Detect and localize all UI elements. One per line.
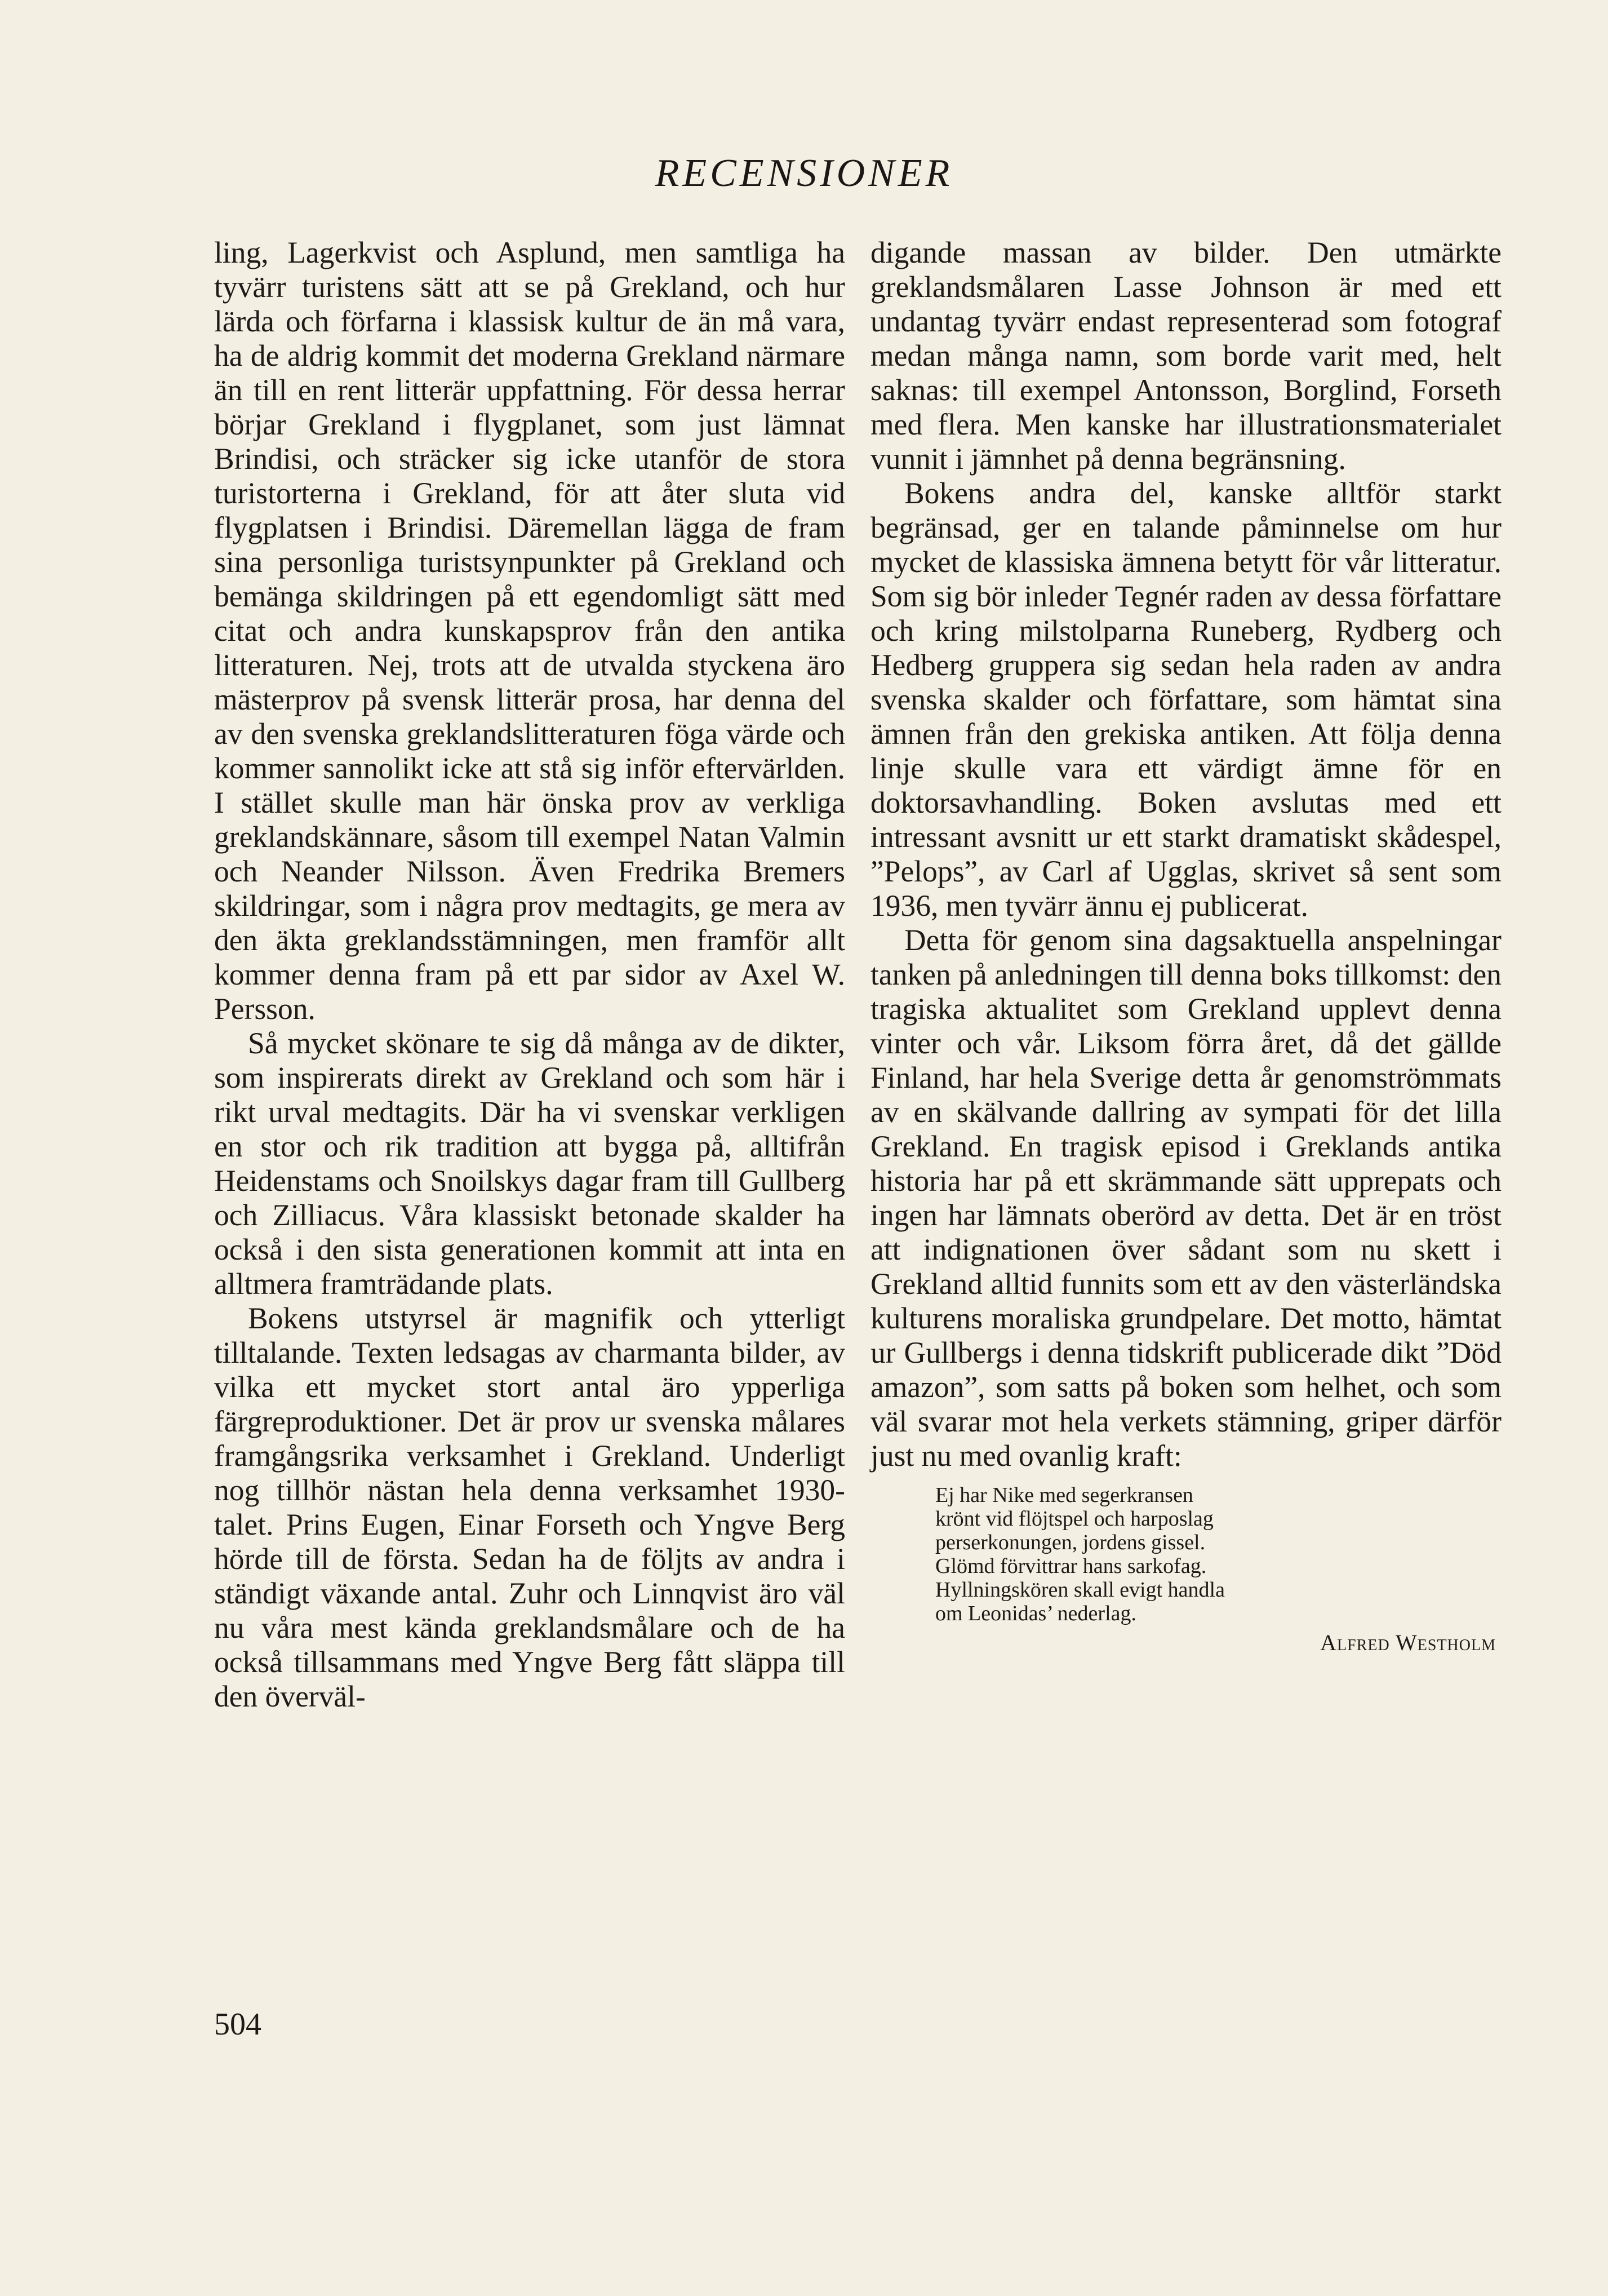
poem-line: Hyllningskören skall evigt handla [935,1578,1225,1602]
poem-line: om Leonidas’ nederlag. [935,1602,1136,1625]
paragraph: Detta för genom sina dagsaktuella anspelningar tanken på anledningen till denna boks tillkomst: den tragiska aktualitet som Grekland upplevt denna vinter och vår. Liksom förra året, då det gällde Finland, har hela Sverige detta år genomströmmats av en skälvande dallring av sympati för det lilla Grekland. En tragisk episod i Greklands antika historia har på ett skrämmande sätt upprepats och ingen har lämnats oberörd av detta. Det är en tröst att indignationen över sådant som nu skett i Grekland alltid funnits som ett av den västerländska kulturens moraliska grundpelare. Det motto, hämtat ur Gullbergs i denna tidskrift publicerade dikt ”Död amazon”, som satts på boken som helhet, och som väl svarar mot hela verkets stämning, griper därför just nu med ovanlig kraft: [870,923,1502,1473]
paragraph: ling, Lagerkvist och Asplund, men samtliga ha tyvärr turistens sätt att se på Grekland, och hur lärda och förfarna i klassisk kultur de än må vara, ha de aldrig kommit det moderna Grekland närmare än till en rent litterär uppfattning. För dessa herrar börjar Grekland i flygplanet, som just lämnat Brindisi, och sträcker sig icke utanför de stora turistorterna i Grekland, för att åter sluta vid flygplatsen i Brindisi. Däremellan lägga de fram sina personliga turistsynpunkter på Grekland och bemänga skildringen på ett egendomligt sätt med citat och andra kunskapsprov från den antika litteraturen. Nej, trots att de utvalda styckena äro mästerprov på svensk litterär prosa, har denna del av den svenska greklandslitteraturen föga värde och kommer sannolikt icke att stå sig inför eftervärlden. I stället skulle man här önska prov av verkliga greklandskännare, såsom till exempel Natan Valmin och Neander Nilsson. Även Fredrika Bremers skildringar, som i några prov medtagits, ge mera av den äkta greklandsstämningen, men framför allt kommer denna fram på ett par sidor av Axel W. Persson. [214,236,845,1026]
poem-line: Glömd förvittrar hans sarkofag. [935,1554,1207,1578]
paragraph: digande massan av bilder. Den utmärkte greklandsmålaren Lasse Johnson är med ett undantag tyvärr endast representerad som fotograf medan många namn, som borde varit med, helt saknas: till exempel Antonsson, Borglind, Forseth med flera. Men kanske har illustrationsmaterialet vunnit i jämnhet på denna begränsning. [870,236,1502,476]
page-header: RECENSIONER [655,152,953,195]
paragraph: Bokens andra del, kanske alltför starkt begränsad, ger en talande påminnelse om hur mycket de klassiska ämnena betytt för vår litteratur. Som sig bör inleder Tegnér raden av dessa författare och kring milstolparna Runeberg, Rydberg och Hedberg gruppera sig sedan hela raden av andra svenska skalder och författare, som hämtat sina ämnen från den grekiska antiken. Att följa denna linje skulle vara ett värdigt ämne för en doktorsavhandling. Boken avslutas med ett intressant avsnitt ur ett starkt dramatiskt skådespel, ”Pelops”, av Carl af Ugglas, skrivet så sent som 1936, men tyvärr ännu ej publicerat. [870,476,1502,923]
paragraph: Bokens utstyrsel är magnifik och ytterligt tilltalande. Texten ledsagas av charmanta bilder, av vilka ett mycket stort antal äro ypperliga färgreproduktioner. Det är prov ur svenska målares framgångsrika verksamhet i Grekland. Underligt nog tillhör nästan hela denna verksamhet 1930-talet. Prins Eugen, Einar Forseth och Yngve Berg hörde till de första. Sedan ha de följts av andra i ständigt växande antal. Zuhr och Linnqvist äro väl nu våra mest kända greklandsmålare och de ha också tillsammans med Yngve Berg fått släppa till den överväl- [214,1301,845,1713]
paragraph: Så mycket skönare te sig då många av de dikter, som inspirerats direkt av Grekland och som här i rikt urval medtagits. Där ha vi svenskar verkligen en stor och rik tradition att bygga på, alltifrån Heidenstams och Snoilskys dagar fram till Gullberg och Zilliacus. Våra klassiskt betonade skalder ha också i den sista generationen kommit att inta en alltmera framträdande plats. [214,1026,845,1301]
poem-line: perserkonungen, jordens gissel. [935,1531,1206,1554]
poem-line: krönt vid flöjtspel och harposlag [935,1507,1214,1531]
page-number: 504 [214,2007,261,2042]
author-signature: Alfred Westholm [1320,1630,1496,1655]
left-column [214,236,845,1714]
poem-quote [935,1483,1502,1625]
right-column [870,236,1502,1657]
poem-line: Ej har Nike med segerkransen [935,1483,1193,1507]
